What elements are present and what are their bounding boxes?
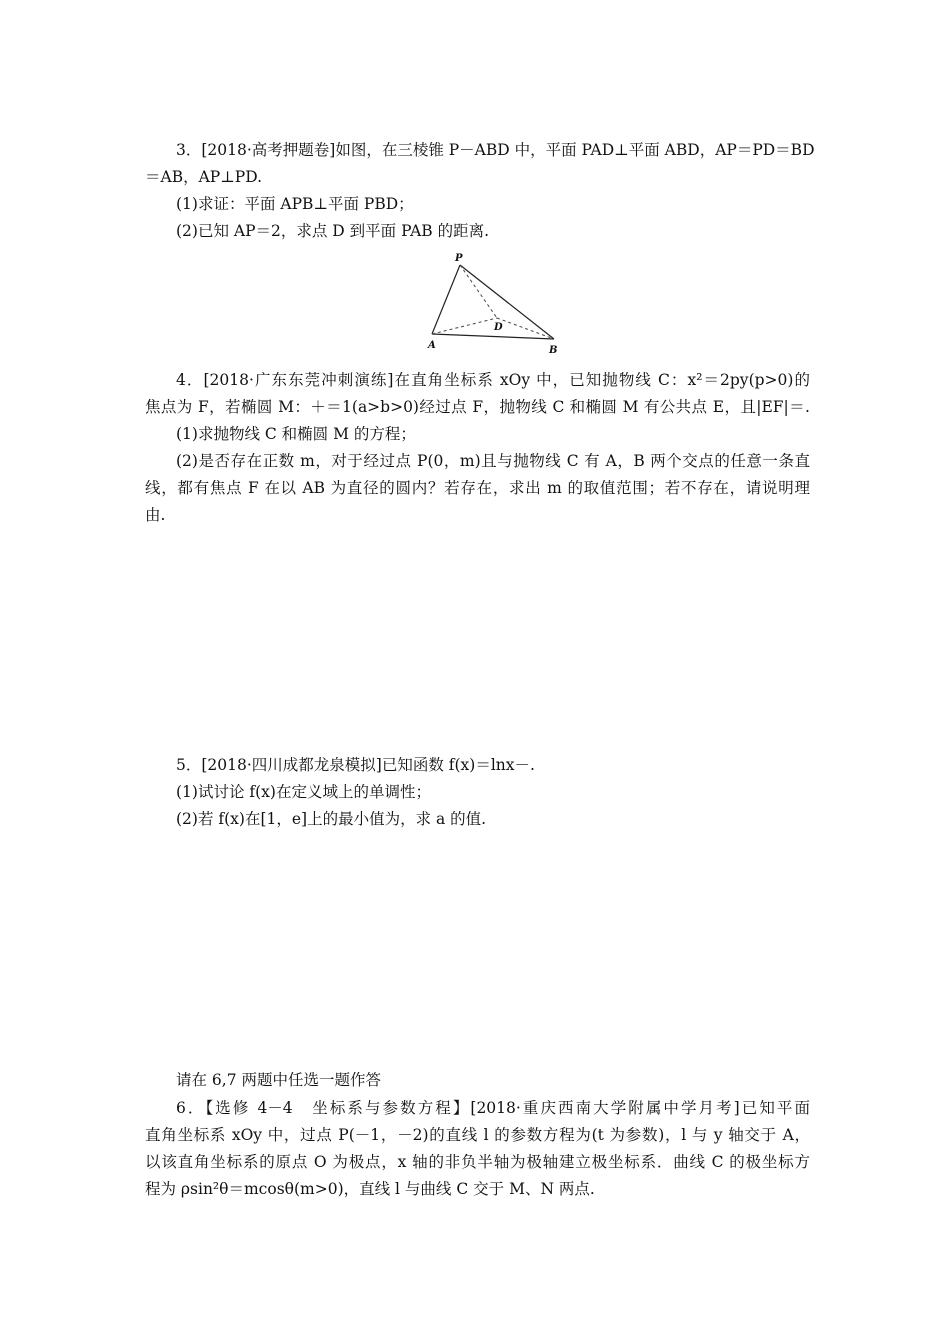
- label-a: A: [428, 340, 436, 351]
- pyramid-figure: [420, 250, 570, 358]
- q4-part-1: (1)求抛物线 C 和椭圆 M 的方程；: [176, 425, 416, 443]
- q3-part-1: (1)求证：平面 APB⊥平面 PBD；: [176, 195, 414, 213]
- edge-bd: [497, 318, 554, 339]
- label-d: D: [494, 322, 503, 333]
- q6-line-2: 直角坐标系 xOy 中，过点 P(－1，－2)的直线 l 的参数方程为(t 为参数)，l 与 y 轴交于 A，: [145, 1126, 810, 1144]
- edge-pa: [432, 265, 460, 334]
- q4-line-2: 焦点为 F，若椭圆 M：＋＝1(a>b>0)经过点 F，抛物线 C 和椭圆 M 有公共点 E，且|EF|＝.: [145, 398, 810, 416]
- q5-part-1: (1)试讨论 f(x)在定义域上的单调性；: [176, 783, 431, 801]
- edge-ad: [432, 318, 497, 334]
- label-b: B: [549, 345, 558, 356]
- q3-part-2: (2)已知 AP＝2，求点 D 到平面 PAB 的距离.: [176, 222, 490, 240]
- choice-note: 请在 6,7 两题中任选一题作答: [176, 1071, 382, 1089]
- q5-part-2: (2)若 f(x)在[1，e]上的最小值为，求 a 的值.: [176, 810, 487, 828]
- edge-ab: [432, 334, 554, 339]
- q4-part-2-line-3: 由.: [145, 506, 166, 524]
- q6-line-3: 以该直角坐标系的原点 O 为极点，x 轴的非负半轴为极轴建立极坐标系．曲线 C 的极坐标方: [145, 1153, 810, 1171]
- q5-line-1: 5．[2018·四川成都龙泉模拟]已知函数 f(x)＝lnx－.: [176, 756, 535, 774]
- q6-line-4: 程为 ρsin²θ＝mcosθ(m>0)，直线 l 与曲线 C 交于 M、N 两点.: [145, 1180, 595, 1198]
- edge-pd: [460, 265, 497, 318]
- label-p: P: [455, 253, 463, 264]
- q3-line-1: 3．[2018·高考押题卷]如图，在三棱锥 P－ABD 中，平面 PAD⊥平面 ABD，AP＝PD＝BD: [176, 141, 815, 159]
- q4-line-1: 4．[2018·广东东莞冲刺演练]在直角坐标系 xOy 中，已知抛物线 C：x²＝2py(p>0)的: [176, 371, 810, 389]
- q4-part-2-line-2: 线，都有焦点 F 在以 AB 为直径的圆内？若存在，求出 m 的取值范围；若不存在，请说明理: [145, 479, 810, 497]
- q3-line-2: ＝AB，AP⊥PD.: [145, 168, 263, 186]
- q6-line-1: 6．【选修 4－4 坐标系与参数方程】[2018·重庆西南大学附属中学月考]已知平面: [176, 1099, 810, 1117]
- edge-pb: [460, 265, 554, 339]
- q4-part-2-line-1: (2)是否存在正数 m，对于经过点 P(0，m)且与抛物线 C 有 A，B 两个交点的任意一条直: [176, 452, 810, 470]
